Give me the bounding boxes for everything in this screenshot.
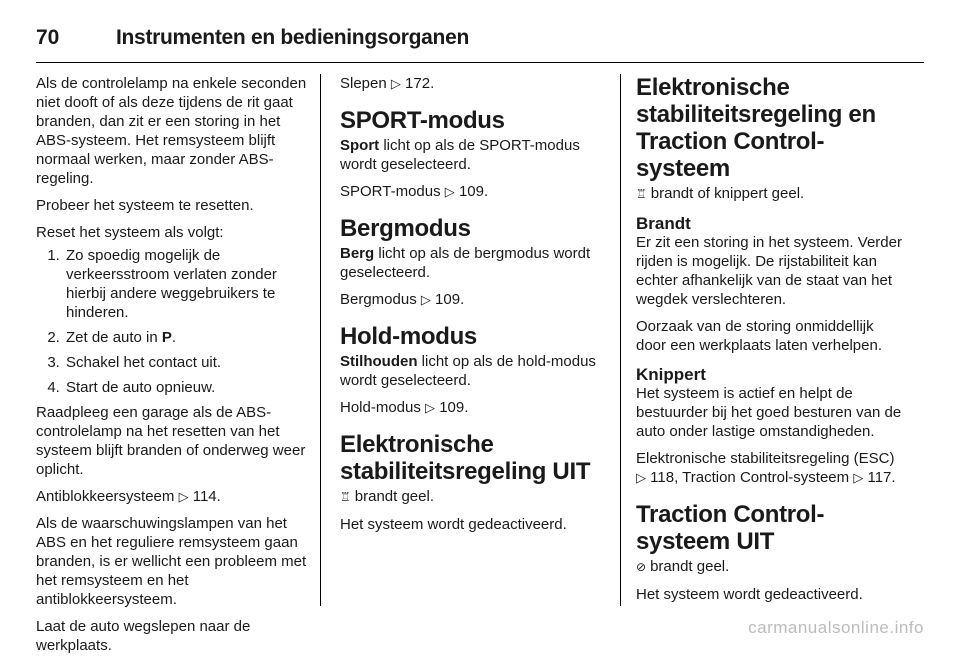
ref-page: 109.	[458, 183, 489, 200]
ref-text: Antiblokkeersysteem	[36, 488, 179, 505]
paragraph	[340, 290, 610, 309]
ref-text: Slepen	[340, 75, 391, 92]
column-2	[340, 74, 610, 542]
paragraph-text: brandt geel.	[650, 558, 730, 575]
paragraph	[340, 398, 610, 417]
page-header	[36, 18, 469, 58]
ref-page: 114.	[192, 488, 221, 505]
paragraph	[36, 487, 308, 506]
page-reference-arrow-icon: ▷	[444, 184, 455, 199]
section-heading: Elektronische stabiliteitsregeling UIT	[340, 431, 591, 485]
page-reference-arrow-icon: ▷	[425, 400, 436, 415]
paragraph	[340, 487, 610, 507]
column-3	[636, 74, 906, 612]
page-reference-arrow-icon: ▷	[178, 489, 189, 504]
ref-text: Elektronische stabiliteitsregeling (ESC)	[636, 450, 895, 467]
esc-off-icon: ♖	[340, 490, 351, 504]
page-reference-arrow-icon: ▷	[390, 76, 401, 91]
paragraph: Probeer het systeem te resetten.	[36, 197, 254, 214]
paragraph	[636, 449, 906, 487]
page-reference-arrow-icon: ▷	[420, 292, 431, 307]
ref-text: SPORT-modus	[340, 183, 445, 200]
paragraph	[636, 557, 906, 577]
list-item-text: .	[171, 329, 177, 346]
ref-page: 109.	[439, 399, 469, 416]
watermark: carmanualsonline.info	[748, 618, 924, 637]
paragraph	[636, 184, 906, 204]
list-item: 1. Zo spoedig mogelijk de verkeersstroom verlaten zonder hierbij andere weggebruikers te hinderen.	[64, 246, 308, 322]
list-item: 3. Schakel het contact uit.	[64, 353, 308, 372]
indicator-label: Sport	[340, 137, 380, 154]
page-number: 70	[36, 26, 60, 49]
reset-steps-list	[36, 246, 308, 397]
paragraph-text: licht op als de bergmodus wordt geselecteerd.	[340, 245, 591, 281]
indicator-label: Stilhouden	[340, 353, 418, 370]
section-heading: Elektronische stabiliteitsregeling en Traction Control-systeem	[636, 74, 876, 182]
paragraph: Als de controlelamp na enkele seconden niet dooft of als deze tijdens de rit gaat branden, dan zit er een storing in het ABS-systeem. Het remsysteem blijft normaal werken, maar zonder ABS-regeling.	[36, 75, 307, 187]
paragraph-text: brandt geel.	[354, 488, 434, 505]
paragraph: Raadpleeg een garage als de ABS-controlelamp na het resetten van het systeem blijft branden of onderweg weer oplicht.	[36, 404, 306, 478]
paragraph	[340, 244, 610, 282]
ref-text: Bergmodus	[340, 291, 421, 308]
section-heading: Bergmodus	[340, 215, 471, 242]
column-1	[36, 74, 308, 663]
paragraph	[340, 74, 610, 93]
header-rule	[36, 62, 924, 63]
ref-text: 118, Traction Control-systeem	[650, 469, 854, 486]
sub-heading: Knippert	[636, 365, 706, 384]
esc-warning-icon: ♖	[636, 187, 647, 201]
sub-heading: Brandt	[636, 214, 691, 233]
ref-text: Hold-modus	[340, 399, 426, 416]
paragraph: Er zit een storing in het systeem. Verder rijden is mogelijk. De rijstabiliteit kan echter afhankelijk van de staat van het wegdek verslechteren.	[636, 234, 902, 308]
paragraph: Laat de auto wegslepen naar de werkplaats.	[36, 618, 251, 654]
paragraph: Het systeem is actief en helpt de bestuurder bij het goed besturen van de auto onder lastige omstandigheden.	[636, 385, 902, 440]
ref-page: 172.	[405, 75, 435, 92]
paragraph-text: licht op als de hold-modus wordt geselecteerd.	[340, 353, 596, 389]
paragraph-text: brandt of knippert geel.	[650, 185, 805, 202]
paragraph: Oorzaak van de storing onmiddellijk door een werkplaats laten verhelpen.	[636, 318, 882, 354]
paragraph: Het systeem wordt gedeactiveerd.	[340, 516, 567, 533]
section-heading: Traction Control-systeem UIT	[636, 501, 825, 555]
paragraph: Het systeem wordt gedeactiveerd.	[636, 586, 863, 603]
paragraph-text: licht op als de SPORT-modus wordt geselecteerd.	[340, 137, 580, 173]
list-item-text: Zet de auto in	[66, 329, 162, 346]
indicator-label: Berg	[340, 245, 375, 262]
page-title: Instrumenten en bedieningsorganen	[116, 26, 469, 49]
page-reference-arrow-icon: ▷	[853, 470, 864, 485]
paragraph: Als de waarschuwingslampen van het ABS en het reguliere remsysteem gaan branden, is er wellicht een probleem met het remsysteem en het antiblokkeersysteem.	[36, 515, 307, 608]
section-heading: SPORT-modus	[340, 107, 505, 134]
column-separator	[320, 74, 321, 606]
list-item: 4. Start de auto opnieuw.	[64, 378, 308, 397]
gear-p-label: P	[161, 329, 172, 346]
ref-page: 109.	[435, 291, 465, 308]
tc-off-icon: ⊘	[636, 560, 647, 574]
paragraph	[340, 352, 610, 390]
ref-page: 117.	[867, 469, 896, 486]
section-heading: Hold-modus	[340, 323, 477, 350]
paragraph: Reset het systeem als volgt:	[36, 224, 224, 241]
column-separator	[620, 74, 621, 606]
page-reference-arrow-icon: ▷	[636, 470, 646, 485]
paragraph	[340, 136, 610, 174]
paragraph	[340, 182, 610, 201]
list-item	[64, 328, 308, 347]
